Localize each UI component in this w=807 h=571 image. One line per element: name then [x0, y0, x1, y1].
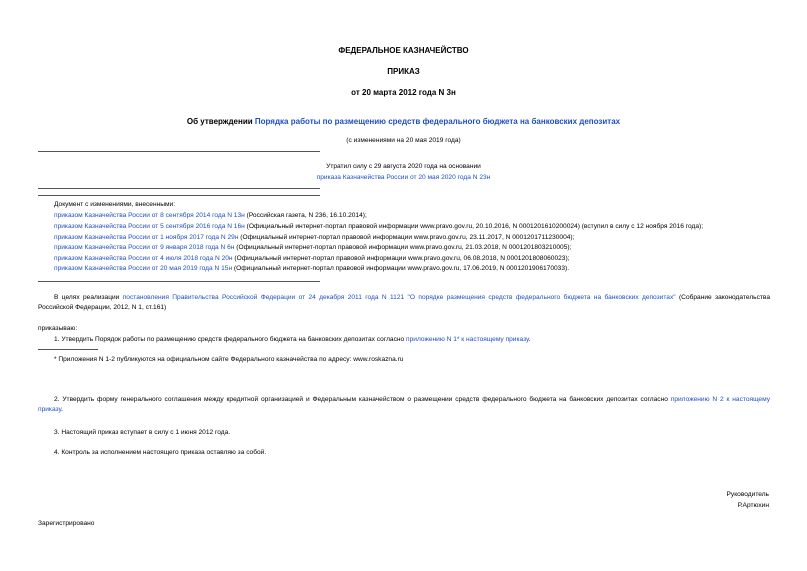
- expired-note: Утратил силу с 29 августа 2020 года на основании: [326, 163, 481, 170]
- order-word: приказываю:: [38, 325, 78, 332]
- agency-name: ФЕДЕРАЛЬНОЕ КАЗНАЧЕЙСТВО: [338, 46, 469, 55]
- order-item-3: 3. Настоящий приказ вступает в силу с 1 июня 2012 года.: [54, 429, 231, 436]
- amendment-item: [54, 234, 574, 242]
- doc-type: ПРИКАЗ: [387, 67, 420, 76]
- amendment-item: [54, 265, 569, 273]
- amendment-item: [54, 255, 570, 263]
- order-item-2: [38, 395, 770, 414]
- amendment-item: [54, 212, 367, 220]
- preamble-prefix: В целях реализации: [54, 294, 123, 301]
- amendment-text: (Официальный интернет-портал правовой информации www.pravo.gov.ru, 17.06.2019, N 0001201906170033).: [232, 265, 570, 272]
- amendment-link[interactable]: приказом Казначейства России от 1 ноября 2017 года N 29н: [54, 234, 239, 241]
- preamble-link[interactable]: постановления Правительства Российской Федерации от 24 декабря 2011 года N 1121 "О порядке размещения средств федерального бюджета на банковских депозитах": [122, 294, 676, 301]
- item2-link[interactable]: приложению N 2 к настоящему приказу: [38, 396, 771, 413]
- title-prefix: Об утверждении: [186, 117, 255, 126]
- divider: [38, 195, 320, 196]
- amendment-text: (Официальный интернет-портал правовой информации www.pravo.gov.ru, 06.08.2018, N 0001201808060023);: [232, 255, 570, 262]
- item1-suffix: .: [528, 336, 531, 343]
- amendment-link[interactable]: приказом Казначейства России от 8 сентября 2014 года N 13н: [54, 212, 245, 219]
- preamble-suffix: (Собрание законодательства Российской Федерации, 2012, N 1, ст.161): [38, 294, 771, 311]
- amendment-link[interactable]: приказом Казначейства России от 20 мая 2019 года N 15н: [54, 265, 233, 272]
- amendment-link[interactable]: приказом Казначейства России от 5 сентября 2016 года N 16н: [54, 223, 245, 230]
- page-title: [0, 117, 807, 127]
- registered-label: Зарегистрировано: [38, 520, 95, 527]
- footnote: * Приложения N 1-2 публикуются на официальном сайте Федерального казначейства по адресу: www.roskazna.ru: [54, 356, 404, 363]
- amendment-link[interactable]: приказом Казначейства России от 4 июля 2018 года N 20н: [54, 255, 233, 262]
- item2-prefix: 2. Утвердить форму генерального соглашения между кредитной организацией и Федеральным казначейством о размещении средств федерального бюджета на банковских депозитах согласно: [54, 396, 671, 403]
- item2-suffix: .: [61, 405, 63, 413]
- doc-date-number: от 20 марта 2012 года N 3н: [351, 88, 456, 97]
- preamble-paragraph: [38, 293, 770, 312]
- amendments-intro: Документ с изменениями, внесенными:: [54, 201, 176, 208]
- signature-name: Р.Артюхин: [737, 502, 769, 509]
- amendment-text: (Официальный интернет-портал правовой информации www.pravo.gov.ru, 20.10.2016, N 0001201610200024) (вступил в силу с 12 ноября 2016 года);: [244, 223, 704, 230]
- order-item-1: [54, 336, 531, 344]
- amendment-link[interactable]: приказом Казначейства России от 9 января 2018 года N 6н: [54, 244, 235, 251]
- title-link[interactable]: Порядка работы по размещению средств федерального бюджета на банковских депозитах: [254, 117, 621, 126]
- item1-link[interactable]: приложению N 1* к настоящему приказу: [406, 336, 529, 343]
- amendment-text: (Официальный интернет-портал правовой информации www.pravo.gov.ru, 23.11.2017, N 0001201711230004);: [238, 234, 575, 241]
- item1-prefix: 1. Утвердить Порядок работы по размещению средств федерального бюджета на банковских депозитах согласно: [54, 336, 407, 343]
- amendment-item: [54, 244, 571, 252]
- amendment-text: (Официальный интернет-портал правовой информации www.pravo.gov.ru, 21.03.2018, N 0001201803210005);: [234, 244, 572, 251]
- divider: [38, 188, 320, 189]
- divider: [38, 151, 320, 152]
- signature-position: Руководитель: [726, 491, 769, 498]
- expired-link[interactable]: приказа Казначейства России от 20 мая 2020 года N 23н: [316, 174, 491, 181]
- amendment-text: (Российская газета, N 236, 16.10.2014);: [244, 212, 367, 219]
- amendment-item: [54, 223, 703, 231]
- changes-note: (с изменениями на 20 мая 2019 года): [346, 137, 461, 144]
- divider: [38, 281, 320, 282]
- footnote-divider: [38, 349, 98, 350]
- order-item-4: 4. Контроль за исполнением настоящего приказа оставляю за собой.: [54, 449, 267, 456]
